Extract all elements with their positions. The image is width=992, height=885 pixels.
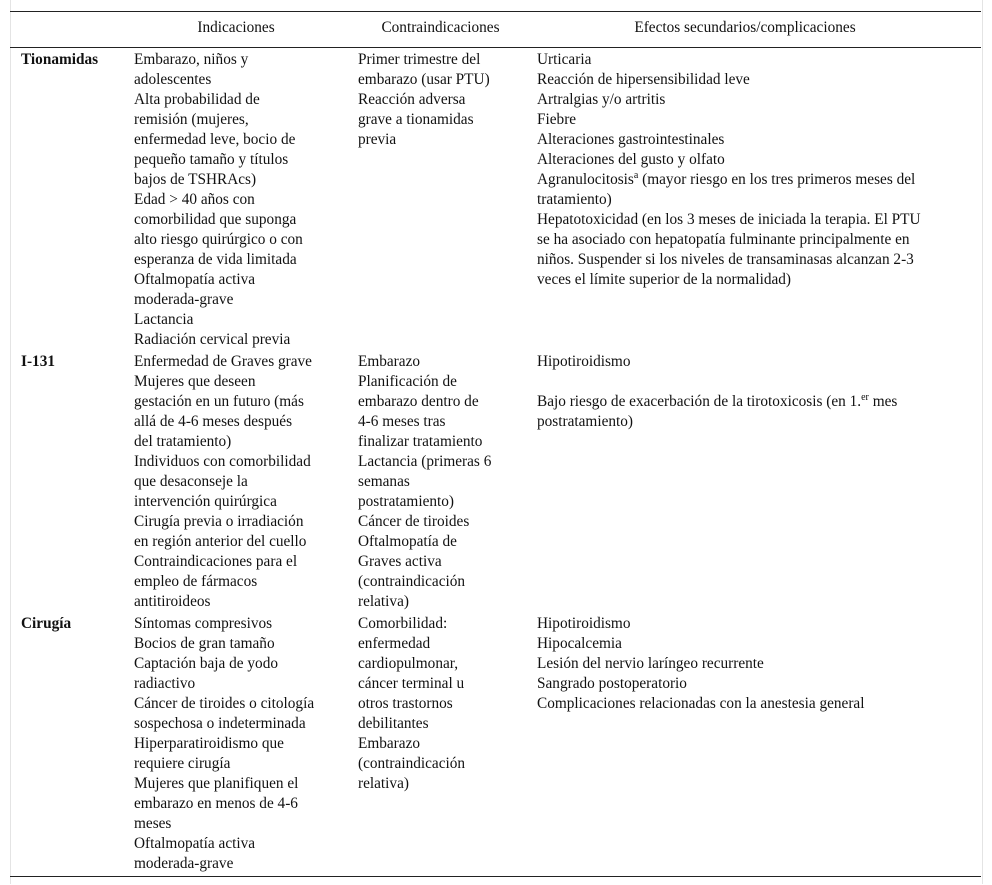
contraindication-line: enfermedad — [358, 635, 431, 652]
indication-line: intervención quirúrgica — [134, 493, 277, 510]
indication-line: Individuos con comorbilidad — [134, 453, 311, 470]
indication-line: comorbilidad que suponga — [134, 211, 297, 228]
header-category — [10, 12, 134, 48]
table-row-i131 — [10, 352, 981, 614]
contraindication-line: (contraindicación — [358, 755, 466, 772]
indication-line: Hiperparatiroidismo que — [134, 735, 284, 752]
indication-line: remisión (mujeres, — [134, 111, 249, 128]
row-label: I-131 — [21, 353, 55, 370]
contraindication-line: relativa) — [358, 593, 409, 610]
side-effect-line-exacerbation — [537, 392, 981, 412]
contraindication-line: embarazo dentro de — [358, 393, 479, 410]
side-effect-line: Alteraciones del gusto y olfato — [537, 151, 725, 168]
side-effects-cell — [537, 48, 981, 353]
side-effect-line: Complicaciones relacionadas con la anestesia general — [537, 695, 865, 712]
contraindication-line: Embarazo — [358, 735, 421, 752]
indication-line: bajos de TSHRAcs) — [134, 171, 257, 188]
contraindication-line: Reacción adversa — [358, 91, 466, 108]
table-row-tionamidas — [10, 48, 981, 353]
indication-line: radiactivo — [134, 675, 196, 692]
contraindication-line: cáncer terminal u — [358, 675, 465, 692]
indication-line: meses — [134, 815, 172, 832]
header-side-effects: Efectos secundarios/complicaciones — [537, 12, 981, 48]
indication-line: antitiroideos — [134, 593, 211, 610]
contraindication-line: Planificación de — [358, 373, 457, 390]
contraindication-line: postratamiento) — [358, 493, 455, 510]
contraindication-line: Embarazo — [358, 353, 421, 370]
side-effects-cell — [537, 352, 981, 614]
side-effect-line: niños. Suspender si los niveles de transaminasas alcanzan 2-3 — [537, 251, 914, 268]
side-effect-line: Hipocalcemia — [537, 635, 622, 652]
indication-line: gestación en un futuro (más — [134, 393, 304, 410]
indication-line: allá de 4-6 meses después — [134, 413, 293, 430]
contraindications-cell — [358, 352, 537, 614]
side-effect-line-agranulocitosis — [537, 170, 981, 190]
contraindications-cell — [358, 614, 537, 877]
indication-line: Captación baja de yodo — [134, 655, 278, 672]
indications-cell — [134, 48, 358, 353]
indication-line: Cáncer de tiroides o citología — [134, 695, 315, 712]
indication-line: Mujeres que deseen — [134, 373, 256, 390]
indication-line: enfermedad leve, bocio de — [134, 131, 296, 148]
contraindication-line: debilitantes — [358, 715, 429, 732]
side-effect-line: Reacción de hipersensibilidad leve — [537, 71, 750, 88]
indication-line: Oftalmopatía activa — [134, 271, 256, 288]
indication-line: Alta probabilidad de — [134, 91, 260, 108]
table-row-cirugia — [10, 614, 981, 877]
indication-line: Radiación cervical previa — [134, 331, 291, 348]
indication-line: Lactancia — [134, 311, 194, 328]
contraindication-line: 4-6 meses tras — [358, 413, 446, 430]
contraindication-line: cardiopulmonar, — [358, 655, 459, 672]
indication-line: del tratamiento) — [134, 433, 232, 450]
exacerbation-text: Bajo riesgo de exacerbación de la tirotoxicosis (en 1. — [537, 393, 862, 410]
indications-cell — [134, 352, 358, 614]
contraindication-line: Lactancia (primeras 6 — [358, 453, 492, 470]
contraindication-line: previa — [358, 131, 397, 148]
side-effect-line: Urticaria — [537, 51, 592, 68]
row-label: Tionamidas — [21, 51, 99, 68]
exacerbation-text-end: mes — [868, 393, 898, 410]
side-effect-line: Hipotiroidismo — [537, 615, 631, 632]
ordinal-superscript: er — [861, 391, 869, 403]
indication-line: moderada-grave — [134, 855, 234, 872]
side-effects-cell — [537, 614, 981, 877]
side-effect-line: postratamiento) — [537, 413, 634, 430]
indication-line: Edad > 40 años con — [134, 191, 255, 208]
side-effect-line: veces el límite superior de la normalidad) — [537, 271, 792, 288]
indication-line: Cirugía previa o irradiación — [134, 513, 304, 530]
side-effect-line: Fiebre — [537, 111, 577, 128]
indication-line: Oftalmopatía activa — [134, 835, 256, 852]
side-effect-line: se ha asociado con hepatopatía fulminante principalmente en — [537, 231, 910, 248]
contraindication-line: relativa) — [358, 775, 409, 792]
indication-line: embarazo en menos de 4-6 — [134, 795, 298, 812]
side-effect-line: tratamiento) — [537, 191, 612, 208]
contraindication-line: Cáncer de tiroides — [358, 513, 470, 530]
contraindication-line: Primer trimestre del — [358, 51, 481, 68]
contraindication-line: Graves activa — [358, 553, 442, 570]
indication-line: Mujeres que planifiquen el — [134, 775, 299, 792]
blank-line — [537, 372, 981, 392]
row-label: Cirugía — [21, 615, 72, 632]
indication-line: Embarazo, niños y — [134, 51, 249, 68]
indication-line: Bocios de gran tamaño — [134, 635, 275, 652]
contraindication-line: Comorbilidad: — [358, 615, 448, 632]
indication-line: requiere cirugía — [134, 755, 231, 772]
indication-line: en región anterior del cuello — [134, 533, 307, 550]
side-effect-line: Hepatotoxicidad (en los 3 meses de iniciada la terapia. El PTU — [537, 211, 921, 228]
indication-line: empleo de fármacos — [134, 573, 258, 590]
side-effect-line: Sangrado postoperatorio — [537, 675, 687, 692]
agranulocitosis-word: Agranulocitosis — [537, 171, 634, 188]
contraindications-cell — [358, 48, 537, 353]
contraindication-line: grave a tionamidas — [358, 111, 474, 128]
indication-line: moderada-grave — [134, 291, 234, 308]
indication-line: alto riesgo quirúrgico o con — [134, 231, 303, 248]
indication-line: adolescentes — [134, 71, 212, 88]
indication-line: Síntomas compresivos — [134, 615, 273, 632]
header-indications: Indicaciones — [134, 12, 358, 48]
indication-line: Enfermedad de Graves grave — [134, 353, 312, 370]
header-row — [10, 12, 981, 48]
side-effect-line: Alteraciones gastrointestinales — [537, 131, 725, 148]
contraindication-line: finalizar tratamiento — [358, 433, 483, 450]
contraindication-line: (contraindicación — [358, 573, 466, 590]
contraindication-line: semanas — [358, 473, 410, 490]
side-effect-line: Artralgias y/o artritis — [537, 91, 666, 108]
indication-line: esperanza de vida limitada — [134, 251, 297, 268]
treatment-comparison-table — [10, 11, 981, 877]
indication-line: pequeño tamaño y títulos — [134, 151, 289, 168]
contraindication-line: Oftalmopatía de — [358, 533, 457, 550]
indications-cell — [134, 614, 358, 877]
footnote-marker: a — [633, 169, 639, 181]
indication-line: Contraindicaciones para el — [134, 553, 298, 570]
side-effect-line: Lesión del nervio laríngeo recurrente — [537, 655, 764, 672]
contraindication-line: embarazo (usar PTU) — [358, 71, 490, 88]
contraindication-line: otros trastornos — [358, 695, 453, 712]
indication-line: sospechosa o indeterminada — [134, 715, 306, 732]
header-contraindications: Contraindicaciones — [358, 12, 537, 48]
indication-line: que desaconseje la — [134, 473, 248, 490]
agranulocitosis-note: (mayor riesgo en los tres primeros meses del — [638, 171, 916, 188]
side-effect-line: Hipotiroidismo — [537, 353, 631, 370]
